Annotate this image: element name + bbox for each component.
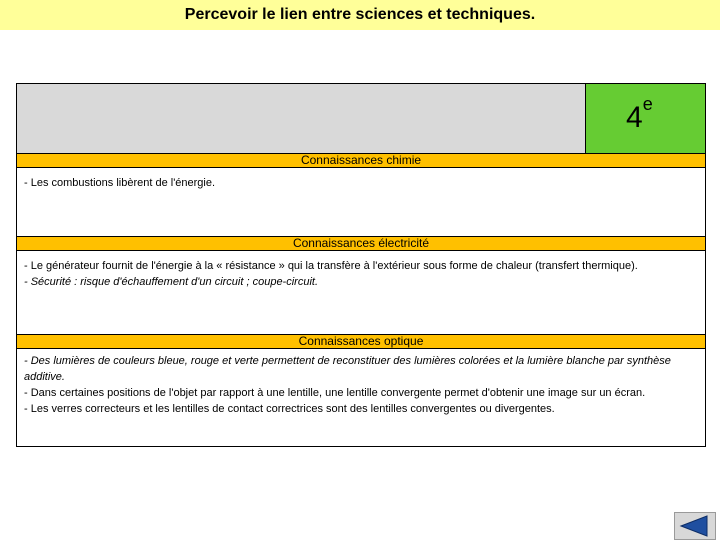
section-body-electricite — [24, 258, 704, 290]
back-button[interactable] — [674, 512, 716, 540]
content-frame — [16, 83, 706, 447]
text-line: - Les verres correcteurs et les lentilles de contact correctrices sont des lentilles convergentes ou divergentes. — [24, 403, 555, 415]
text-line: - Les combustions libèrent de l'énergie. — [24, 177, 216, 189]
grade-suffix: e — [642, 94, 653, 114]
grade-number: 4 — [626, 101, 643, 134]
page-title: Percevoir le lien entre sciences et techniques. — [184, 6, 536, 23]
back-arrow-icon — [675, 513, 715, 539]
text-line: - Des lumières de couleurs bleue, rouge et verte permettent de reconstituer des lumières colorées et la lumière blanche par synthèse additive. — [24, 355, 671, 383]
title-bar — [0, 0, 720, 30]
section-body-chimie — [24, 175, 215, 191]
text-line: - Sécurité : risque d'échauffement d'un circuit ; coupe-circuit. — [24, 276, 319, 288]
text-line: - Dans certaines positions de l'objet par rapport à une lentille, une lentille convergente permet d'obtenir une image sur un écran. — [24, 387, 646, 399]
section-heading-electricite: Connaissances électricité — [17, 236, 705, 251]
section-body-optique — [24, 353, 694, 417]
section-heading-chimie: Connaissances chimie — [17, 153, 705, 168]
section-heading-optique: Connaissances optique — [17, 334, 705, 349]
header-gray-panel — [17, 84, 586, 153]
grade-box — [586, 84, 705, 153]
grade-label — [626, 94, 653, 135]
text-line: - Le générateur fournit de l'énergie à la « résistance » qui la transfère à l'extérieur sous forme de chaleur (transfert thermique). — [24, 260, 638, 272]
